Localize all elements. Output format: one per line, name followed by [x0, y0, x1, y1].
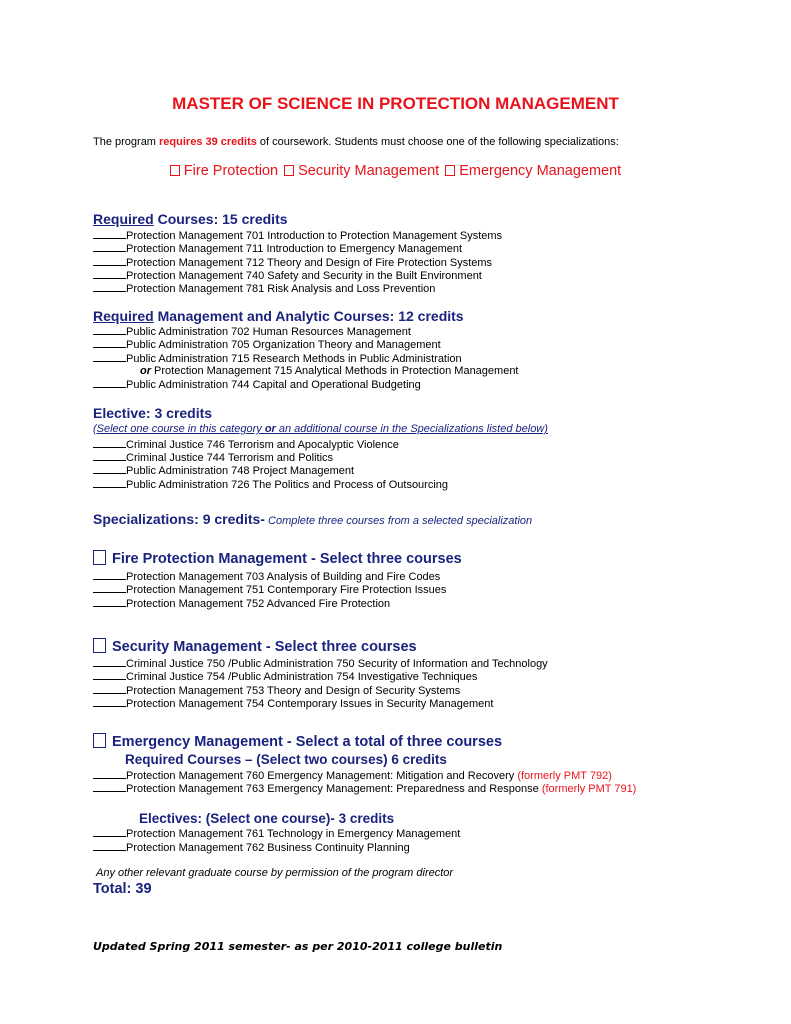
formerly-note: (formerly PMT 791) — [541, 783, 637, 795]
course-label: Protection Management 703 Analysis of Building and Fire Codes — [126, 571, 441, 583]
blank-line — [93, 338, 126, 348]
course-label: Public Administration 702 Human Resources Management — [126, 326, 411, 338]
course-label: Protection Management 715 Analytical Methods in Protection Management — [151, 365, 519, 377]
option-fire: Fire Protection — [183, 163, 279, 179]
blank-line — [93, 478, 126, 488]
course-label: Public Administration 726 The Politics and Process of Outsourcing — [126, 479, 449, 491]
fire-heading-text: Fire Protection Management - Select three courses — [112, 551, 462, 567]
course-label: Public Administration 748 Project Management — [126, 465, 355, 477]
blank-line — [93, 438, 126, 448]
course-label: Protection Management 701 Introduction to Protection Management Systems — [126, 230, 503, 242]
course-label: Criminal Justice 750 /Public Administration 750 Security of Information and Technology — [126, 658, 548, 670]
note-or: or — [264, 423, 276, 435]
or-alternative — [140, 365, 519, 377]
list-item — [93, 242, 462, 255]
blank-line — [93, 827, 126, 837]
elective-note — [93, 423, 548, 435]
security-heading-text: Security Management - Select three courses — [112, 639, 417, 655]
checkbox-icon — [445, 165, 455, 176]
specialization-options — [0, 163, 791, 179]
course-label: Protection Management 751 Contemporary Fire Protection Issues — [126, 584, 447, 596]
mgmt-heading — [93, 308, 464, 324]
specializations-heading — [93, 511, 532, 529]
emergency-required-heading: Required Courses – (Select two courses) 6 credits — [125, 752, 447, 767]
fire-heading — [93, 550, 462, 567]
blank-line — [93, 597, 126, 607]
list-item — [93, 378, 421, 391]
blank-line — [93, 841, 126, 851]
blank-line — [93, 451, 126, 461]
blank-line — [93, 570, 126, 580]
list-item — [93, 670, 477, 683]
list-item — [93, 229, 502, 242]
list-item — [93, 827, 460, 840]
list-item — [93, 464, 354, 477]
emergency-electives-heading: Electives: (Select one course)- 3 credits — [139, 811, 395, 826]
course-label: Protection Management 761 Technology in Emergency Management — [126, 828, 461, 840]
course-label: Protection Management 711 Introduction to Emergency Management — [126, 243, 463, 255]
page-title: MASTER OF SCIENCE IN PROTECTION MANAGEMENT — [172, 94, 619, 113]
note-start: (Select one course in this category — [93, 423, 265, 435]
list-item — [93, 583, 446, 596]
course-label: Protection Management 762 Business Continuity Planning — [126, 842, 410, 854]
note-end: an additional course in the Specializations listed below) — [275, 423, 548, 435]
required-word: Required — [93, 211, 154, 227]
list-item — [93, 256, 492, 269]
blank-line — [93, 325, 126, 335]
blank-line — [93, 684, 126, 694]
course-label: Protection Management 712 Theory and Design of Fire Protection Systems — [126, 257, 493, 269]
specializations-title: Specializations: 9 credits- — [93, 511, 265, 527]
blank-line — [93, 464, 126, 474]
course-label: Public Administration 715 Research Methods in Public Administration — [126, 353, 462, 365]
list-item — [93, 282, 435, 295]
emergency-heading — [93, 733, 502, 750]
list-item — [93, 478, 448, 491]
required-heading — [93, 211, 288, 227]
course-label: Protection Management 760 Emergency Management: Mitigation and Recovery — [126, 770, 518, 782]
list-item — [93, 769, 612, 782]
list-item — [93, 570, 440, 583]
option-security: Security Management — [298, 163, 440, 179]
course-label: Public Administration 705 Organization Theory and Management — [126, 339, 441, 351]
list-item — [93, 697, 493, 710]
elective-heading: Elective: 3 credits — [93, 405, 213, 421]
blank-line — [93, 697, 126, 707]
course-label: Protection Management 740 Safety and Security in the Built Environment — [126, 270, 482, 282]
list-item — [93, 438, 399, 451]
intro-before: The program — [93, 136, 160, 148]
blank-line — [93, 378, 126, 388]
course-label: Criminal Justice 744 Terrorism and Politics — [126, 452, 334, 464]
blank-line — [93, 657, 126, 667]
checkbox-icon — [93, 550, 106, 565]
total-credits: Total: 39 — [93, 881, 152, 897]
list-item — [93, 352, 462, 365]
list-item — [93, 338, 441, 351]
course-label: Public Administration 744 Capital and Operational Budgeting — [126, 379, 421, 391]
emergency-heading-text: Emergency Management - Select a total of three courses — [112, 734, 503, 750]
list-item — [93, 657, 548, 670]
blank-line — [93, 782, 126, 792]
blank-line — [93, 583, 126, 593]
checkbox-icon — [284, 165, 294, 176]
blank-line — [93, 229, 126, 239]
course-label: Protection Management 754 Contemporary Issues in Security Management — [126, 698, 494, 710]
list-item — [93, 782, 636, 795]
blank-line — [93, 670, 126, 680]
intro-after: of coursework. Students must choose one of the following specializations: — [256, 136, 619, 148]
course-label: Protection Management 752 Advanced Fire Protection — [126, 598, 391, 610]
blank-line — [93, 769, 126, 779]
course-label: Criminal Justice 746 Terrorism and Apocalyptic Violence — [126, 439, 399, 451]
intro-text — [93, 136, 619, 148]
option-emergency: Emergency Management — [459, 163, 622, 179]
course-label: Protection Management 781 Risk Analysis and Loss Prevention — [126, 283, 436, 295]
formerly-note: (formerly PMT 792) — [517, 770, 612, 782]
blank-line — [93, 352, 126, 362]
course-label: Protection Management 753 Theory and Design of Security Systems — [126, 685, 461, 697]
list-item — [93, 597, 390, 610]
footer-note: Updated Spring 2011 semester- as per 2010-2011 college bulletin — [93, 940, 503, 953]
blank-line — [93, 282, 126, 292]
list-item — [93, 325, 411, 338]
list-item — [93, 269, 482, 282]
course-label: Criminal Justice 754 /Public Administration 754 Investigative Techniques — [126, 671, 478, 683]
checkbox-icon — [93, 733, 106, 748]
blank-line — [93, 242, 126, 252]
blank-line — [93, 269, 126, 279]
course-label: Protection Management 763 Emergency Management: Preparedness and Response — [126, 783, 542, 795]
or-word: or — [140, 365, 151, 377]
security-heading — [93, 638, 417, 655]
specializations-note: Complete three courses from a selected specialization — [264, 515, 533, 527]
checkbox-icon — [170, 165, 180, 176]
other-course-note: Any other relevant graduate course by permission of the program director — [96, 867, 454, 879]
mgmt-heading-rest: Management and Analytic Courses: 12 credits — [153, 308, 464, 324]
list-item — [93, 684, 460, 697]
list-item — [93, 841, 410, 854]
blank-line — [93, 256, 126, 266]
checkbox-icon — [93, 638, 106, 653]
credits-emphasis: requires 39 credits — [159, 136, 257, 148]
list-item — [93, 451, 333, 464]
required-heading-rest: Courses: 15 credits — [153, 211, 288, 227]
required-word: Required — [93, 308, 154, 324]
